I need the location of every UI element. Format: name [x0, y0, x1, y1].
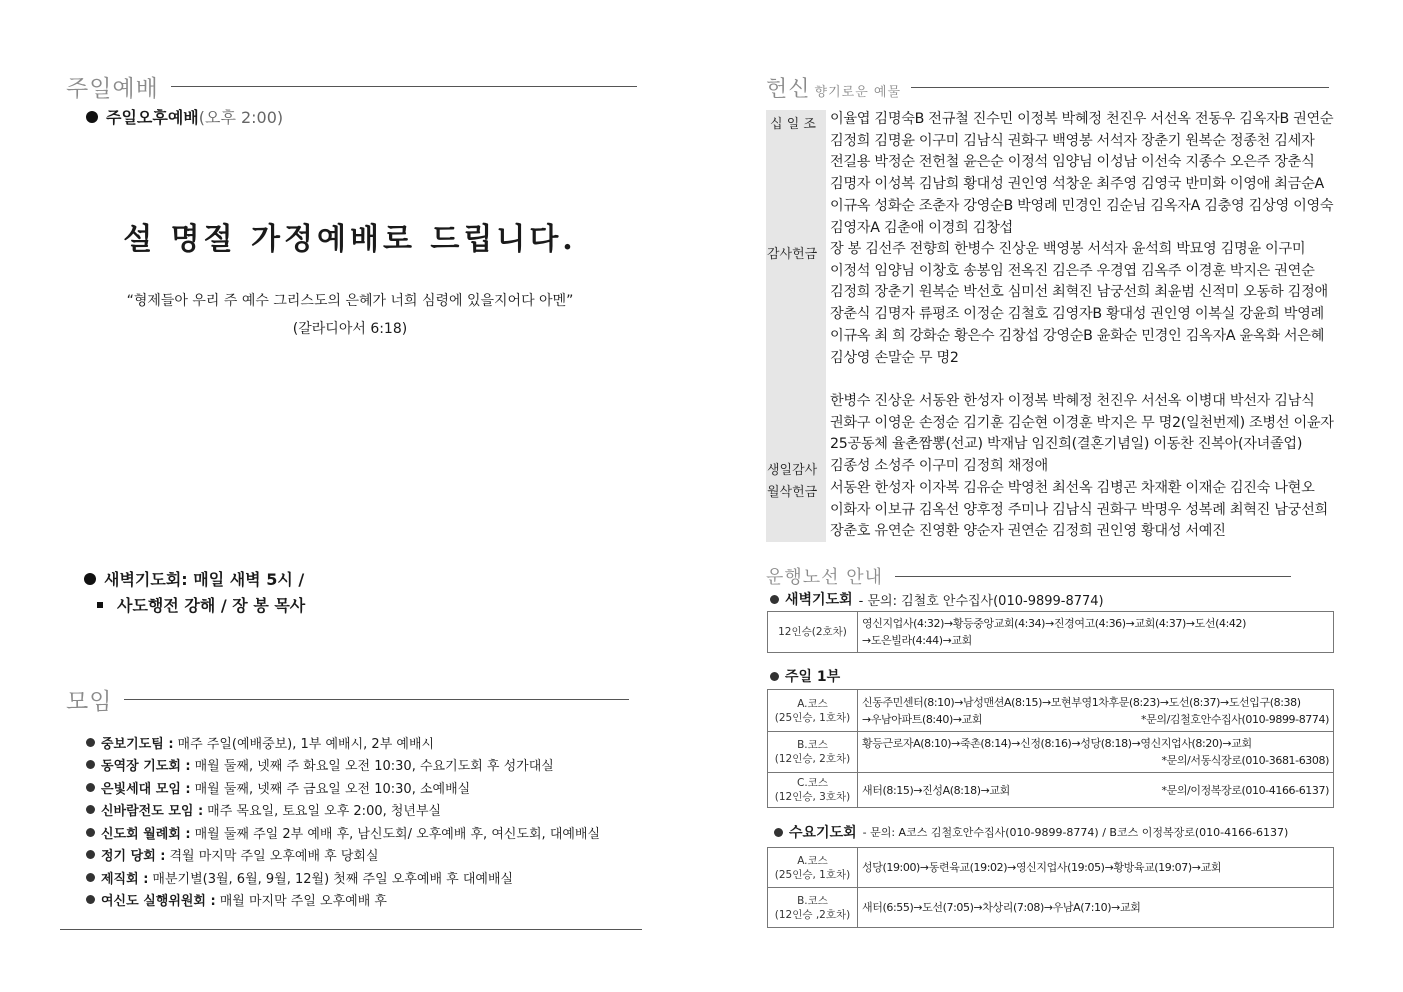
- section-divider: [911, 87, 1329, 88]
- bus-route: [858, 612, 1334, 653]
- meeting-name: 중보기도팀 :: [101, 736, 174, 752]
- table-row: [768, 848, 1334, 888]
- route-line: [862, 782, 1329, 799]
- section-divider: [171, 86, 637, 87]
- bus-route: 새터(6:55)→도선(7:05)→차상리(7:08)→우남A(7:10)→교회: [858, 888, 1334, 928]
- bus-label: [768, 690, 858, 732]
- bullet-icon: [86, 111, 98, 123]
- meeting-name: 동역장 기도회 :: [101, 759, 191, 775]
- list-item: [86, 776, 600, 799]
- sunday-pm-time: (오후 2:00): [198, 108, 284, 127]
- name-line: 장춘식 김명자 류평조 이정순 김철호 김영자B 황대성 권인영 이복실 강윤희 박영례: [830, 306, 1324, 323]
- worship-section-header: [66, 70, 637, 103]
- meeting-desc: 매주 목요일, 토요일 오후 2:00, 청년부실: [207, 804, 442, 820]
- bullet-icon: [86, 738, 95, 747]
- bus-label: [768, 888, 858, 928]
- meeting-section-title: 모임: [66, 689, 113, 715]
- bullet-icon: [86, 873, 95, 882]
- tithe-names: [830, 109, 1333, 239]
- sunday-bus-heading: [770, 666, 840, 686]
- bullet-icon: [770, 672, 779, 681]
- meeting-list: [86, 731, 600, 911]
- bus-route: 성당(19:00)→동련육교(19:02)→영신지업사(19:05)→황방육교(19:07)→교회: [858, 848, 1334, 888]
- meeting-name: 제직회 :: [101, 871, 149, 887]
- bullet-icon: [86, 895, 95, 904]
- name-line: 김종성 소성주 이구미 김정희 채정애: [830, 458, 1048, 474]
- list-item: [86, 821, 600, 844]
- route-line: 신동주민센터(8:10)→남성맨션A(8:15)→모현부영1차후문(8:23)→도선(8:37)→도선입구(8:38): [862, 695, 1301, 709]
- sunday-pm-service: [86, 105, 283, 128]
- monthly-names: [830, 478, 1328, 543]
- bus-route: [858, 690, 1334, 732]
- name-line: 이율엽 김명숙B 전규철 진수민 이정복 박혜정 천진우 서선옥 전동우 김옥자B 권연순: [830, 111, 1334, 127]
- name-line: 김정희 김명윤 이구미 김남식 권화구 백영봉 서석자 장춘기 원복순 정종천 김세자: [830, 132, 1315, 149]
- thanks-names: [830, 239, 1334, 456]
- name-line: 25공동체 율촌짬뽕(선교) 박재남 임진희(결혼기념일) 이동찬 진복아(자녀졸업): [830, 436, 1303, 453]
- list-item: [86, 844, 600, 867]
- course-name: A.코스: [797, 697, 828, 710]
- route-contact: *문의/김철호안수집사(010-9899-8774): [1141, 712, 1329, 726]
- meeting-desc: 매월 둘째 주일 2부 예배 후, 남신도회/ 오후예배 후, 여신도회, 대예배실: [194, 826, 601, 842]
- meeting-desc: 매월 둘째, 넷째 주 금요일 오전 10:30, 소예배실: [194, 781, 471, 797]
- list-item: [86, 866, 600, 889]
- scripture-reference: (갈라디아서 6:18): [292, 321, 408, 337]
- meeting-desc: 격월 마지막 주일 오후예배 후 당회실: [169, 849, 379, 865]
- offering-section-header: [766, 72, 1329, 103]
- course-name: C.코스: [797, 777, 828, 789]
- meeting-desc: 매주 주일(예배중보), 1부 예배시, 2부 예배시: [177, 736, 435, 752]
- bus-section-title: 운행노선 안내: [766, 567, 884, 588]
- scripture-verse: “형제들아 우리 주 예수 그리스도의 은혜가 너희 심령에 있을지어다 아멘”: [126, 293, 574, 309]
- bullet-icon: [84, 573, 96, 585]
- course-vehicle: (25인승, 1호차): [774, 711, 851, 724]
- meeting-section-header: [66, 683, 629, 716]
- list-item: [86, 889, 600, 912]
- offering-section-subtitle: 향기로운 예물: [814, 85, 901, 100]
- bus-label: [768, 773, 858, 808]
- name-line: 장 봉 김선주 전향희 한병수 진상운 백영봉 서석자 윤석희 박묘영 김명윤 이구미: [830, 241, 1306, 257]
- birthday-label: 생일감사: [767, 463, 818, 478]
- name-line: 김상영 손말순 무 명2: [830, 349, 959, 366]
- name-line: 이화자 이보규 김옥선 양후정 주미나 김남식 권화구 박명우 성복례 최혁진 남궁선희: [830, 501, 1328, 518]
- course-vehicle: (12인승, 3호차): [774, 791, 851, 803]
- meeting-name: 신바람전도 모임 :: [101, 804, 204, 820]
- route-line: 황등근로자A(8:10)→죽촌(8:14)→신정(8:16)→성당(8:18)→영신지업사(8:20)→교회: [862, 737, 1252, 750]
- route-text: →우남아파트(8:40)→교회: [862, 712, 983, 726]
- route-contact: *문의/서동식장로(010-3681-6308): [1161, 754, 1329, 767]
- wed-bus-title: 수요기도회: [789, 825, 857, 841]
- monthly-label: 월삭헌금: [767, 485, 818, 500]
- sunday-pm-label: 주일오후예배: [106, 108, 199, 127]
- meeting-desc: 매월 마지막 주일 오후예배 후: [219, 894, 387, 910]
- birthday-names: [830, 456, 1048, 478]
- meeting-name: 여신도 실행위원회 :: [101, 894, 216, 910]
- name-line: 김명자 이성복 김남희 황대성 권인영 석창운 최주영 김영국 반미화 이영애 최금순A: [830, 176, 1324, 193]
- route-contact: *문의/이정복장로(010-4166-6137): [1161, 783, 1329, 797]
- bullet-icon: [86, 760, 95, 769]
- bullet-icon: [86, 805, 95, 814]
- offering-label-column: [766, 110, 826, 542]
- list-item: [86, 731, 600, 754]
- dawn-bus-heading: [770, 589, 1104, 609]
- bus-label: [768, 732, 858, 773]
- course-name: B.코스: [797, 739, 828, 751]
- name-line: 이정석 임양님 이창호 송봉임 전옥진 김은주 우경엽 김옥주 이경훈 박지은 권연순: [830, 262, 1315, 279]
- dawn-bus-title: 새벽기도회: [785, 592, 853, 608]
- bullet-icon: [86, 828, 95, 837]
- wed-bus-contact: - 문의: A코스 김철호안수집사(010-9899-8774) / B코스 이정복장로(010-4166-6137): [862, 826, 1289, 839]
- name-line: 전길용 박정순 전헌철 윤은순 이정석 임양님 이성남 이선숙 지종수 오은주 장춘식: [830, 154, 1315, 171]
- bullet-icon: [86, 850, 95, 859]
- table-row: [768, 773, 1334, 808]
- list-item: [86, 754, 600, 777]
- name-line: 이규옥 최 희 강화순 황은수 김창섭 강영순B 윤화순 민경인 김옥자A 윤옥화 서은혜: [830, 327, 1325, 344]
- course-name: A.코스: [797, 854, 828, 867]
- name-line: 이규옥 성화순 조춘자 강영순B 박영례 민경인 김순님 김옥자A 김충영 김상영 이영숙: [830, 197, 1334, 214]
- wed-bus-table: [767, 847, 1334, 928]
- wed-bus-heading: [774, 822, 1288, 842]
- bullet-icon: [770, 595, 779, 604]
- name-line-spacer: [830, 369, 1334, 391]
- table-row: [768, 612, 1334, 653]
- course-vehicle: (12인승, 2호차): [774, 753, 851, 765]
- worship-section-title: 주일예배: [66, 76, 159, 102]
- dawn-prayer-sub: [97, 593, 305, 616]
- list-item: [86, 799, 600, 822]
- bus-section-header: [766, 563, 1291, 589]
- dawn-prayer: [84, 567, 304, 590]
- name-line: 김영자A 김춘애 이경희 김창섭: [830, 219, 1013, 236]
- table-row: [768, 732, 1334, 773]
- bus-route: [858, 732, 1334, 773]
- meeting-name: 정기 당회 :: [101, 849, 166, 865]
- bullet-icon: [86, 783, 95, 792]
- dawn-prayer-label: 새벽기도회: 매일 새벽 5시 /: [104, 570, 305, 589]
- offering-section-title: 헌신: [766, 77, 811, 102]
- bus-label: 12인승(2호차): [768, 612, 858, 653]
- route-line: [862, 711, 1329, 728]
- meeting-name: 신도회 월례회 :: [101, 826, 191, 842]
- table-row: [768, 690, 1334, 732]
- sunday-bus-table: [767, 689, 1334, 808]
- headline: 설 명절 가정예배로 드립니다.: [123, 222, 577, 257]
- name-line: 장춘호 유연순 진영환 양순자 권연순 김정희 권인영 황대성 서예진: [830, 523, 1226, 540]
- name-line: 권화구 이영운 손정순 김기훈 김순현 이경훈 박지은 무 명2(일천번제) 조병선 이윤자: [830, 414, 1334, 431]
- course-name: B.코스: [797, 894, 828, 907]
- route-text: 새터(8:15)→진성A(8:18)→교회: [862, 783, 1010, 797]
- dawn-bus-table: [767, 611, 1334, 653]
- bullet-icon: [774, 828, 783, 837]
- route-line: →도은빌라(4:44)→교회: [862, 634, 972, 647]
- table-row: [768, 888, 1334, 928]
- bus-label: [768, 848, 858, 888]
- square-bullet-icon: [97, 602, 103, 608]
- section-divider: [895, 576, 1291, 577]
- course-vehicle: (12인승 ,2호차): [774, 908, 851, 921]
- name-line: 김정희 장춘기 원복순 박선호 심미선 최혁진 남궁선희 최윤범 신적미 오동하 김정애: [830, 284, 1328, 301]
- sunday-bus-title: 주일 1부: [785, 669, 841, 685]
- meeting-desc: 매월 둘째, 넷째 주 화요일 오전 10:30, 수요기도회 후 성가대실: [194, 759, 554, 775]
- meeting-name: 은빛세대 모임 :: [101, 781, 191, 797]
- dawn-bus-contact: - 문의: 김철호 안수집사(010-9899-8774): [858, 593, 1104, 609]
- name-line: 서동완 한성자 이자복 김유순 박영천 최선옥 김병곤 차재환 이재순 김진숙 나현오: [830, 480, 1315, 496]
- route-line: 영신지업사(4:32)→황등중앙교회(4:34)→진경여고(4:36)→교회(4:37)→도선(4:42): [862, 617, 1246, 630]
- meeting-desc: 매분기별(3월, 6월, 9월, 12월) 첫째 주일 오후예배 후 대예배실: [152, 871, 514, 887]
- thanks-label: 감사헌금: [767, 247, 818, 262]
- course-vehicle: (25인승, 1호차): [774, 868, 851, 881]
- section-divider: [124, 699, 629, 700]
- tithe-label: 십 일 조: [770, 117, 816, 132]
- dawn-prayer-sub-label: 사도행전 강해 / 장 봉 목사: [117, 596, 306, 615]
- name-line: 한병수 진상운 서동완 한성자 이정복 박혜정 천진우 서선옥 이병대 박선자 김남식: [830, 392, 1315, 409]
- page-bottom-divider: [60, 929, 642, 930]
- bus-route: [858, 773, 1334, 808]
